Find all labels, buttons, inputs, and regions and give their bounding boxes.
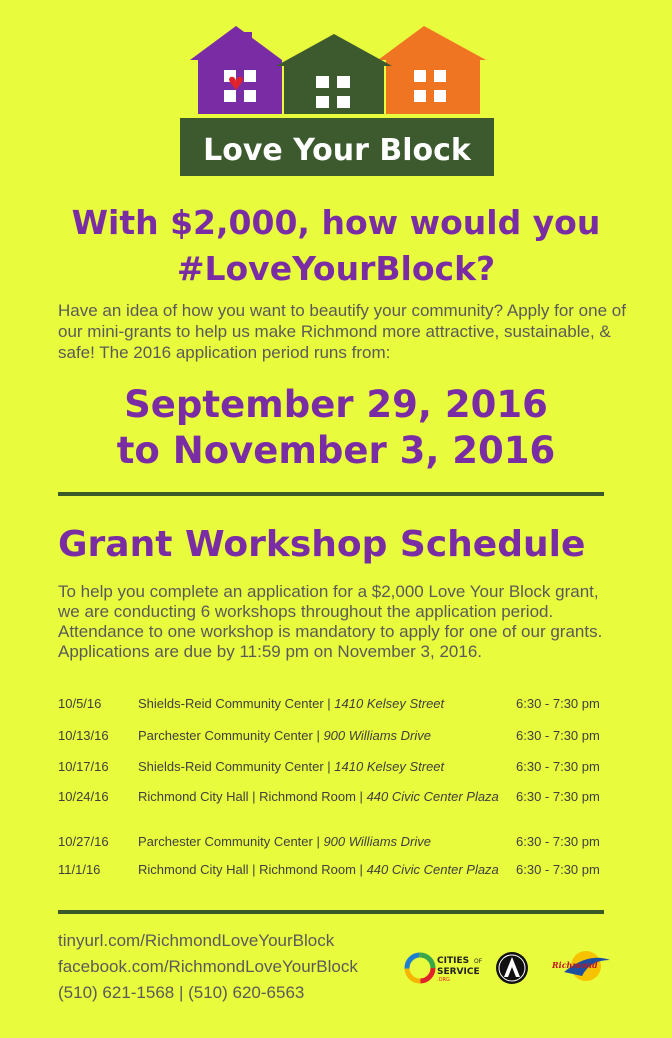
headline-line-1: With $2,000, how would you	[71, 203, 601, 242]
facebook-link[interactable]: facebook.com/RichmondLoveYourBlock	[58, 957, 358, 976]
row-date: 10/17/16	[58, 759, 109, 774]
row-place	[138, 862, 508, 878]
intro-paragraph: Have an idea of how you want to beautify your community? Apply for one of our mini-grants to help us make Richmond more attractive, sustainable, & safe! The 2016 application period runs from:	[58, 301, 626, 362]
dates-line-2: to November 3, 2016	[116, 429, 556, 472]
row-date: 10/5/16	[58, 696, 102, 711]
application-dates	[0, 382, 672, 474]
row-address: 1410 Kelsey Street	[334, 759, 445, 774]
americorps-logo	[496, 952, 528, 984]
row-address: 900 Williams Drive	[323, 728, 431, 743]
row-time: 6:30 - 7:30 pm	[516, 759, 600, 774]
row-place	[138, 789, 508, 805]
headline-line-2: #LoveYourBlock?	[176, 249, 496, 288]
cities-of-service-logo	[407, 955, 483, 983]
logo-text: Love Your Block	[203, 133, 471, 168]
richmond-city-logo	[551, 951, 610, 981]
row-address: 440 Civic Center Plaza	[366, 862, 499, 877]
row-date: 10/27/16	[58, 834, 109, 849]
headline	[0, 200, 672, 292]
tinyurl-link[interactable]: tinyurl.com/RichmondLoveYourBlock	[58, 931, 335, 950]
row-time: 6:30 - 7:30 pm	[516, 862, 600, 877]
row-address: 440 Civic Center Plaza	[366, 789, 499, 804]
row-place	[138, 834, 508, 850]
richmond-text: Richmond	[552, 960, 598, 970]
row-address: 900 Williams Drive	[323, 834, 431, 849]
row-venue: Parchester Community Center |	[138, 728, 324, 743]
section-title: Grant Workshop Schedule	[58, 524, 586, 565]
row-place	[138, 696, 508, 712]
row-venue: Shields-Reid Community Center |	[138, 696, 335, 711]
row-time: 6:30 - 7:30 pm	[516, 696, 600, 711]
row-place	[138, 728, 508, 744]
dates-line-1: September 29, 2016	[124, 383, 548, 426]
row-venue: Richmond City Hall | Richmond Room |	[138, 862, 367, 877]
love-your-block-logo	[176, 20, 496, 186]
workshop-description: To help you complete an application for a $2,000 Love Your Block grant, we are conducting 6 workshops throughout the application period. Attendance to one workshop is mandatory to apply for one of our grants. Applications are due by 11:59 pm on November 3, 2016.	[58, 582, 603, 661]
phone-numbers: (510) 621-1568 | (510) 620-6563	[58, 983, 305, 1002]
row-venue: Shields-Reid Community Center |	[138, 759, 335, 774]
row-date: 10/24/16	[58, 789, 109, 804]
row-place	[138, 759, 508, 775]
row-venue: Richmond City Hall | Richmond Room |	[138, 789, 367, 804]
service-text: SERVICE	[437, 967, 480, 977]
row-date: 10/13/16	[58, 728, 109, 743]
row-time: 6:30 - 7:30 pm	[516, 789, 600, 804]
row-address: 1410 Kelsey Street	[334, 696, 445, 711]
partner-logos	[404, 946, 614, 990]
divider-top	[58, 492, 604, 496]
row-time: 6:30 - 7:30 pm	[516, 728, 600, 743]
row-venue: Parchester Community Center |	[138, 834, 324, 849]
cities-of-text: OF	[474, 958, 483, 965]
row-time: 6:30 - 7:30 pm	[516, 834, 600, 849]
cities-text: CITIES	[437, 956, 470, 966]
contact-block	[58, 928, 358, 1006]
divider-bottom	[58, 910, 604, 914]
row-date: 11/1/16	[58, 862, 101, 877]
org-text: .ORG	[437, 977, 450, 983]
